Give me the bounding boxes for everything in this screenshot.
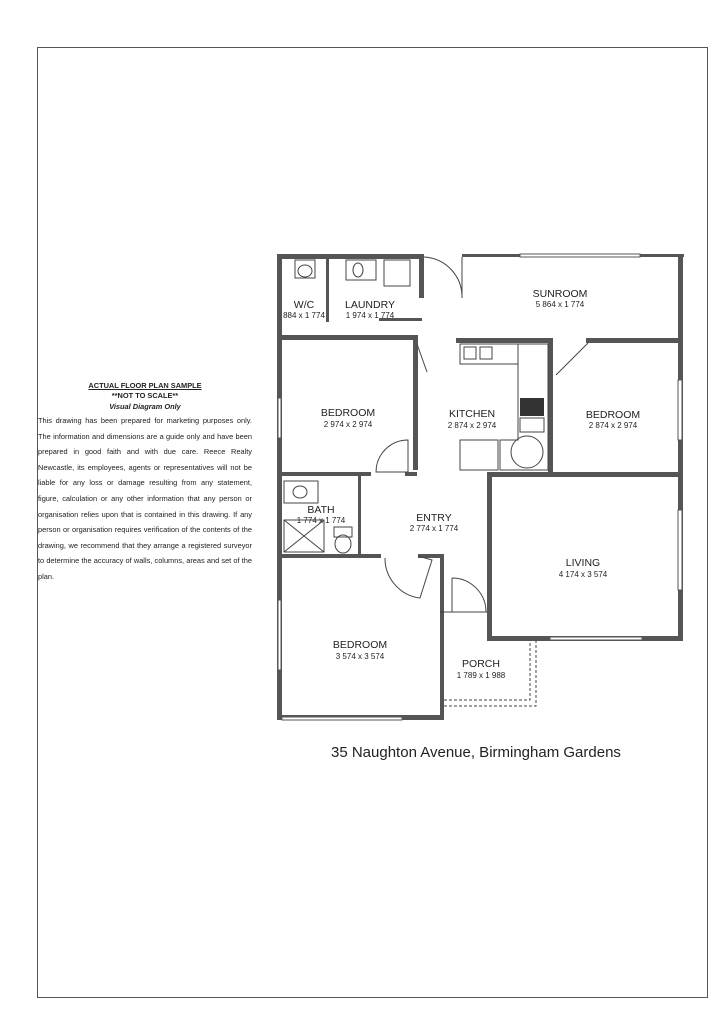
kitchen-dims: 2 874 x 2 974 <box>447 421 497 430</box>
cooktop-icon <box>520 398 544 416</box>
sunroom-dims: 5 864 x 1 774 <box>535 300 585 309</box>
fridge-icon <box>511 436 543 468</box>
porch-dims: 1 789 x 1 988 <box>456 671 506 680</box>
laundry-label: LAUNDRY <box>345 299 395 311</box>
bath-dims: 1 774 x 1 774 <box>296 516 346 525</box>
bedroom2-dims: 2 874 x 2 974 <box>588 421 638 430</box>
bedroom3-dims: 3 574 x 3 574 <box>335 652 385 661</box>
entry-dims: 2 774 x 1 774 <box>409 524 459 533</box>
bedroom1-dims: 2 974 x 2 974 <box>323 420 373 429</box>
living-dims: 4 174 x 3 574 <box>558 570 608 579</box>
doors <box>376 257 588 612</box>
kitchen-label: KITCHEN <box>448 408 496 420</box>
laundry-tub-icon <box>346 260 376 280</box>
porch-label: PORCH <box>462 658 500 670</box>
bath-basin-icon <box>284 481 318 503</box>
disclaimer-heading: ACTUAL FLOOR PLAN SAMPLE <box>88 381 202 390</box>
laundry-dims: 1 974 x 1 774 <box>345 311 395 320</box>
wc-label: W/C <box>293 299 315 311</box>
room-labels <box>283 288 640 680</box>
bedroom1-label: BEDROOM <box>320 407 376 419</box>
property-address: 35 Naughton Avenue, Birmingham Gardens <box>331 744 621 761</box>
entry-label: ENTRY <box>416 512 452 524</box>
disclaimer-body: This drawing has been prepared for marketing purposes only. The information and dimensions are a guide only and have been prepared in good faith and with due care. Reece Realty Newcastle, its employees, agents or representatives will not be liable for any loss or damage resulting from any statement, figure, calculation or any other information that any person or organisation relies upon that is contained in this drawing. If any person or organisation requires verification of the contents of the drawing, we recommend that they arrange a registered surveyor to determine the accuracy of walls, columns, areas and set of the plan. <box>38 416 252 581</box>
living-label: LIVING <box>565 557 601 569</box>
wc-dims: 884 x 1 774 <box>283 311 325 320</box>
bedroom2-label: BEDROOM <box>585 409 641 421</box>
sunroom-label: SUNROOM <box>532 288 588 300</box>
disclaimer-subheading: **NOT TO SCALE** <box>111 391 179 400</box>
bedroom3-label: BEDROOM <box>332 639 388 651</box>
washer-icon <box>384 260 410 286</box>
bath-label: BATH <box>307 504 335 516</box>
disclaimer-note: Visual Diagram Only <box>109 402 181 411</box>
